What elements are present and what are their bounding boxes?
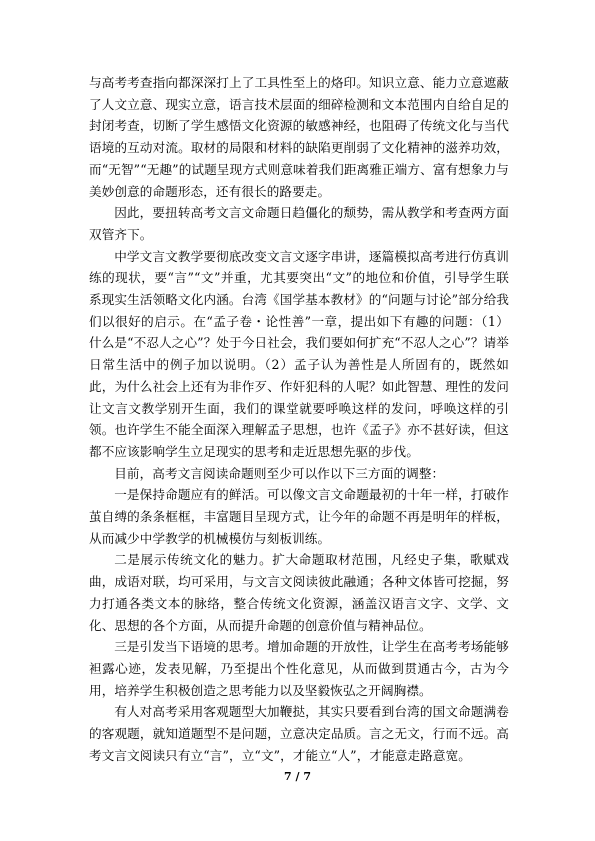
page-number: 7 / 7 [284, 770, 311, 783]
paragraph: 有人对高考采用客观题型大加鞭挞，其实只要看到台湾的国文命题满卷的客观题，就知道题型不是问题，立意决定品质。言之无文，行而不远。高考文言文阅读只有立“言”，立“文”，才能立“人”，才能意走路意宽。 [89, 704, 509, 763]
paragraph: 与高考考查指向都深深打上了工具性至上的烙印。知识立意、能力立意遮蔽了人文立意、现实立意，语言技术层面的细碎检测和文本范围内自给自足的封闭考查，切断了学生感悟文化资源的敏感神经，也阻碍了传统文化与当代语境的互动对流。取材的局限和材料的缺陷更削弱了文化精神的滋养功效，而“无智”“无趣”的试题呈现方式则意味着我们距离雅正端方、富有想象力与美妙创意的命题形态，还有很长的路要走。 [89, 75, 509, 199]
paragraph: 因此，要扭转高考文言文命题日趋僵化的颓势，需从教学和考查两方面双管齐下。 [89, 205, 509, 242]
paragraph: 中学文言文教学要彻底改变文言文逐字串讲，逐篇模拟高考进行仿真训练的现状，要“言”“文”并重，尤其要突出“文”的地位和价值，引导学生联系现实生活领略文化内涵。台湾《国学基本教材》的“问题与讨论”部分给我们以很好的启示。在“孟子卷・论性善”一章，提出如下有趣的问题：（1）什么是“不忍人之心”？处于今日社会，我们要如何扩充“不忍人之心”？请举日常生活中的例子加以说明。（2）孟子认为善性是人所固有的，既然如此，为什么社会上还有为非作歹、作奸犯科的人呢？如此智慧、理性的发问让文言文教学别开生面，我们的课堂就要呼唤这样的发问，呼唤这样的引领。也许学生不能全面深入理解孟子思想，也许《孟子》亦不甚好读，但这都不应该影响学生立足现实的思考和走近思想先驱的步伐。 [89, 248, 509, 459]
document-body [89, 72, 509, 767]
paragraph: 三是引发当下语境的思考。增加命题的开放性，让学生在高考考场能够袒露心迹，发表见解，乃至提出个性化意见，从而做到贯通古今，古为今用，培养学生积极创造之思考能力以及坚毅恢弘之开阔胸襟。 [89, 639, 509, 698]
paragraph: 目前，高考文言阅读命题则至少可以作以下三方面的调整： [114, 465, 445, 481]
paragraph: 二是展示传统文化的魅力。扩大命题取材范围，凡经史子集，歌赋戏曲，成语对联，均可采用，与文言文阅读彼此融通；各种文体皆可挖掘，努力打通各类文本的脉络，整合传统文化资源，涵盖汉语言文字、文学、文化、思想的各个方面，从而提升命题的创意价值与精神品位。 [89, 552, 509, 633]
paragraph: 一是保持命题应有的鲜活。可以像文言文命题最初的十年一样，打破作茧自缚的条条框框，丰富题目呈现方式，让今年的命题不再是明年的样板，从而减少中学教学的机械模仿与刻板训练。 [89, 487, 509, 546]
